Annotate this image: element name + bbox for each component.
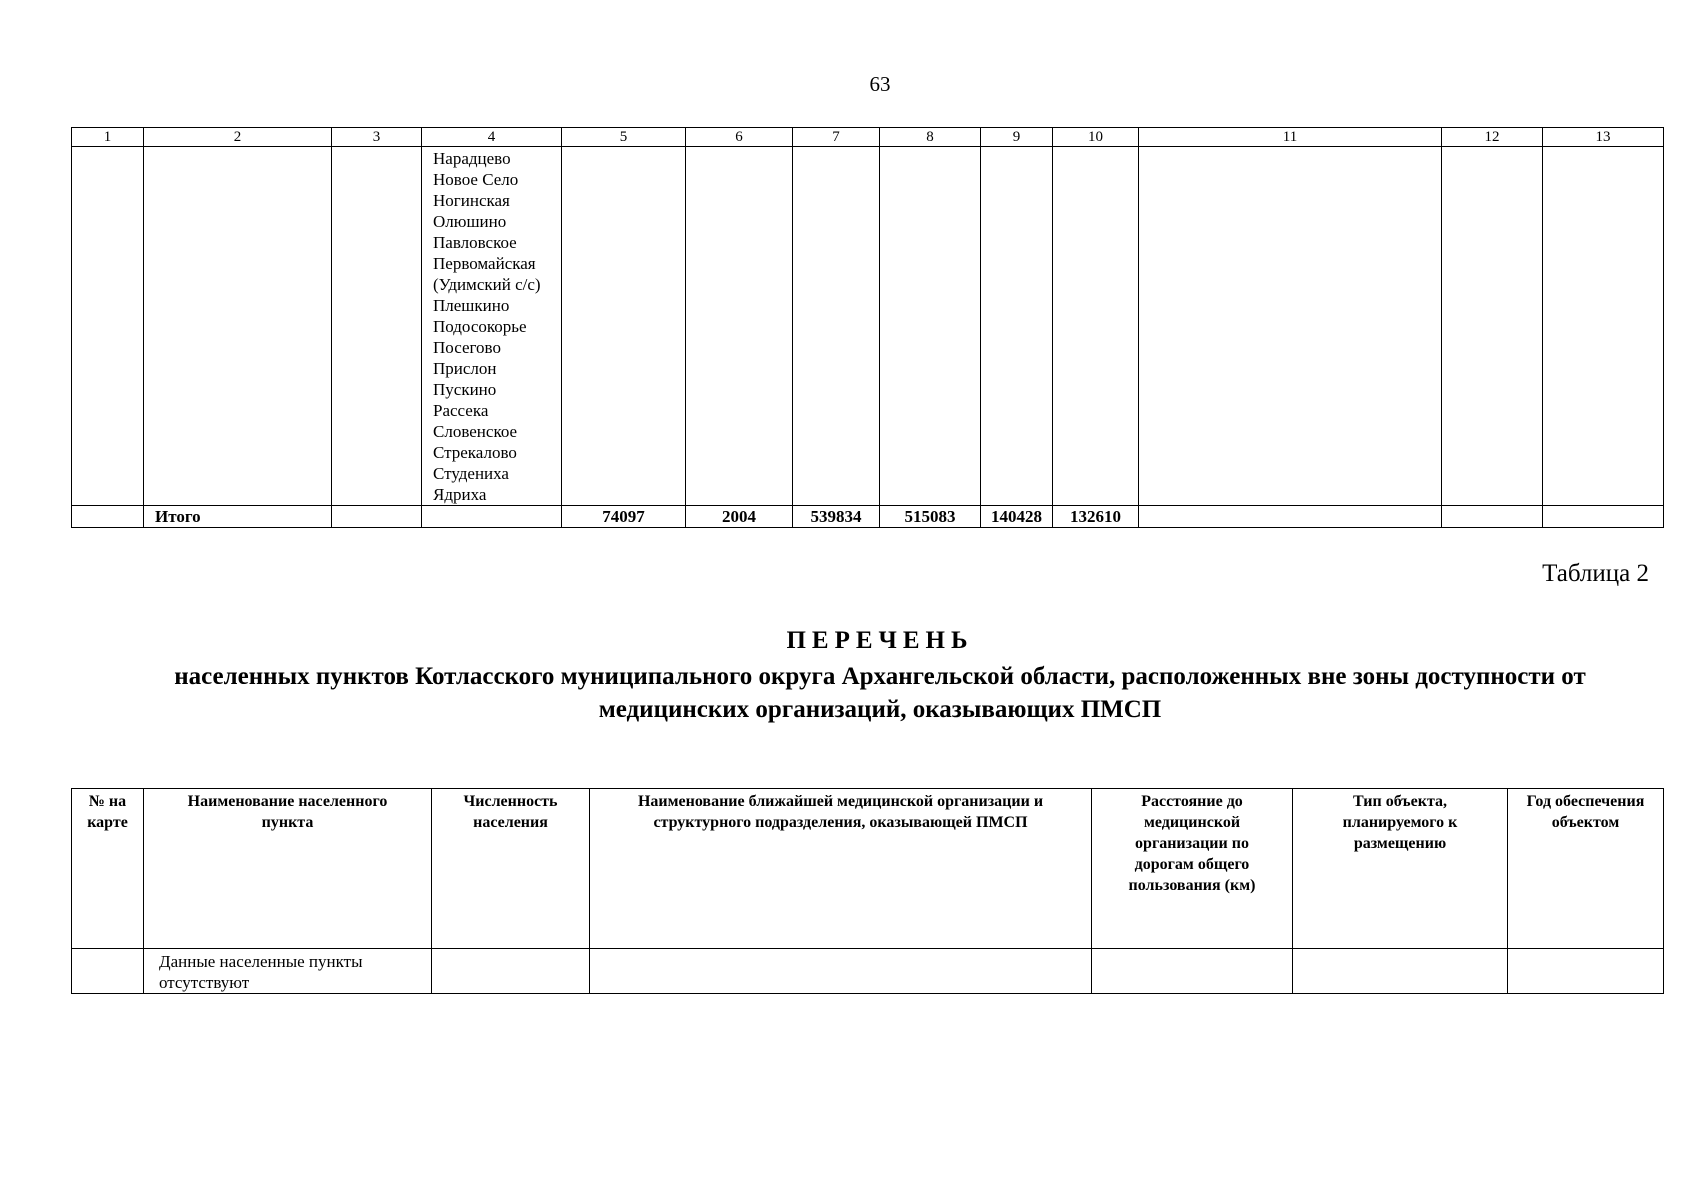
table-cell (686, 147, 793, 506)
table-cell (1442, 147, 1543, 506)
table-cell (880, 147, 981, 506)
document-heading: ПЕРЕЧЕНЬ (786, 627, 974, 654)
village-name: Первомайская (433, 254, 536, 273)
table-cell (72, 506, 144, 528)
column-number: 9 (981, 128, 1053, 147)
table-cell (432, 949, 590, 994)
table-cell (332, 506, 422, 528)
header-distance: Расстояние до медицинской организации по дорогам общего пользования (км) (1092, 789, 1293, 949)
column-number: 7 (793, 128, 880, 147)
column-number-row (72, 128, 1664, 147)
village-name: Нарадцево (433, 149, 511, 168)
total-col9: 140428 (981, 506, 1053, 528)
table-cell (1508, 949, 1664, 994)
header-object-type: Тип объекта, планируемого к размещению (1293, 789, 1508, 949)
table-cell (1543, 506, 1664, 528)
total-col6: 2004 (686, 506, 793, 528)
village-name: Подосокорье (433, 317, 527, 336)
settlements-summary-table (71, 127, 1664, 528)
column-number: 1 (72, 128, 144, 147)
table-cell (422, 506, 562, 528)
table-cell (144, 147, 332, 506)
column-number: 11 (1139, 128, 1442, 147)
total-row (72, 506, 1664, 528)
total-col7: 539834 (793, 506, 880, 528)
header-nearest-org: Наименование ближайшей медицинской организации и структурного подразделения, оказывающей ПМСП (590, 789, 1092, 949)
table-header-row (72, 789, 1664, 949)
table-cell (1543, 147, 1664, 506)
village-name: Ногинская (433, 191, 510, 210)
column-number: 4 (422, 128, 562, 147)
table-cell (72, 949, 144, 994)
column-number: 5 (562, 128, 686, 147)
table-row (72, 949, 1664, 994)
table-caption: Таблица 2 (1542, 560, 1649, 587)
total-col5: 74097 (562, 506, 686, 528)
table-cell (793, 147, 880, 506)
village-name: Студениха (433, 464, 509, 483)
no-data-text: Данные населенные пункты отсутствуют (144, 949, 432, 994)
table-cell (1053, 147, 1139, 506)
header-map-no: № на карте (72, 789, 144, 949)
village-name: Новое Село (433, 170, 519, 189)
column-number: 2 (144, 128, 332, 147)
table-cell (1139, 506, 1442, 528)
villages-list-cell (422, 147, 562, 506)
table-cell (590, 949, 1092, 994)
total-label: Итого (144, 506, 332, 528)
total-col8: 515083 (880, 506, 981, 528)
village-name: Прислон (433, 359, 497, 378)
village-name: Ядриха (433, 485, 487, 504)
column-number: 3 (332, 128, 422, 147)
header-population: Численность населения (432, 789, 590, 949)
column-number: 8 (880, 128, 981, 147)
header-settlement-name: Наименование населенного пункта (144, 789, 432, 949)
village-name: Рассека (433, 401, 489, 420)
village-name: Словенское (433, 422, 518, 441)
document-subheading: населенных пунктов Котласского муниципального округа Архангельской области, расположенных вне зоны доступности от медицинских организаций, оказывающих ПМСП (174, 663, 1586, 723)
village-name: Посегово (433, 338, 501, 357)
village-name: Пускино (433, 380, 497, 399)
header-year: Год обеспечения объектом (1508, 789, 1664, 949)
column-number: 12 (1442, 128, 1543, 147)
column-number: 13 (1543, 128, 1664, 147)
table-cell (1092, 949, 1293, 994)
table-cell (981, 147, 1053, 506)
villages-row (72, 147, 1664, 506)
table-cell (332, 147, 422, 506)
village-name: (Удимский с/с) (433, 275, 541, 294)
table-cell (1139, 147, 1442, 506)
village-name: Павловское (433, 233, 517, 252)
column-number: 6 (686, 128, 793, 147)
village-name: Олюшино (433, 212, 507, 231)
table-cell (1442, 506, 1543, 528)
total-col10: 132610 (1053, 506, 1139, 528)
village-name: Стрекалово (433, 443, 517, 462)
village-name: Плешкино (433, 296, 510, 315)
table-cell (562, 147, 686, 506)
page-number: 63 (869, 72, 891, 96)
settlements-outside-zone-table (71, 788, 1664, 994)
table-cell (1293, 949, 1508, 994)
table-cell (72, 147, 144, 506)
column-number: 10 (1053, 128, 1139, 147)
